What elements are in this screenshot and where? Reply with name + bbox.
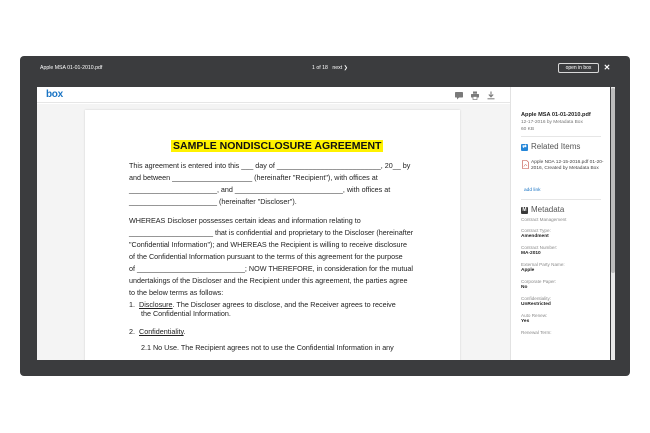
related-items-title: Related Items bbox=[531, 142, 581, 151]
divider bbox=[521, 136, 601, 137]
doc-line: 2.1 No Use. The Recipient agrees not to use the Confidential Information in any bbox=[141, 343, 394, 352]
field-value[interactable]: MA-2010 bbox=[521, 251, 541, 256]
page-indicator bbox=[312, 65, 348, 71]
field-label: Corporate Paper: bbox=[521, 279, 557, 284]
document-title: SAMPLE NONDISCLOSURE AGREEMENT bbox=[173, 140, 382, 152]
clause-term: Confidentiality bbox=[139, 327, 184, 336]
scrollbar-thumb[interactable] bbox=[611, 88, 615, 273]
doc-line: ______________________, and ___________________________, with offices at bbox=[129, 185, 391, 194]
comment-icon[interactable] bbox=[454, 91, 464, 100]
metadata-template: Contract Management bbox=[521, 217, 567, 222]
close-icon[interactable]: ✕ bbox=[603, 63, 611, 72]
doc-line: WHEREAS Discloser possesses certain ideas and information relating to bbox=[129, 216, 361, 225]
field-label: Contract Type: bbox=[521, 228, 551, 233]
doc-line: and between ____________________ (hereinafter "Recipient"), with offices at bbox=[129, 173, 378, 182]
clause-text: . The Discloser agrees to disclose, and the Receiver agrees to receive bbox=[172, 300, 396, 309]
related-item-link[interactable]: Apple NDA 12-15-2016.pdf 01-20-2016, Created by Metadata Box bbox=[531, 160, 604, 171]
box-logo[interactable]: box bbox=[46, 89, 63, 100]
doc-line: undertakings of the Discloser and the Recipient under this agreement, the parties agree bbox=[129, 276, 408, 285]
document-canvas[interactable] bbox=[37, 104, 510, 360]
field-value[interactable]: Yes bbox=[521, 319, 530, 324]
doc-line: This agreement is entered into this ___ day of __________________________, 20__ by bbox=[129, 161, 411, 170]
doc-line: ______________________ (hereinafter "Discloser"). bbox=[129, 197, 297, 206]
sidebar-file-size: 60 KB bbox=[521, 127, 535, 132]
field-value[interactable]: No bbox=[521, 285, 528, 290]
field-value[interactable]: UnRestricted bbox=[521, 302, 551, 307]
field-value[interactable]: Apple bbox=[521, 268, 535, 273]
add-link-button[interactable]: add link bbox=[524, 188, 541, 193]
field-value[interactable]: Amendment bbox=[521, 234, 549, 239]
metadata-icon: M bbox=[522, 207, 527, 213]
document-page bbox=[85, 110, 460, 360]
details-sidebar bbox=[510, 87, 610, 360]
page-count: 1 of 18 bbox=[312, 65, 328, 71]
doc-line: of the Confidential Information pursuant to the terms of this agreement for the purpose bbox=[129, 252, 403, 261]
related-items-icon: ⇄ bbox=[522, 144, 527, 150]
clause-number: 2. bbox=[129, 327, 135, 336]
viewer-header bbox=[37, 87, 510, 103]
chevron-right-icon: ❯ bbox=[343, 65, 348, 71]
doc-line: "Confidential Information"); and WHEREAS the Recipient is willing to receive disclosure bbox=[129, 240, 407, 249]
pdf-file-icon bbox=[522, 160, 529, 169]
field-label: Contract Number: bbox=[521, 245, 558, 250]
next-page-link[interactable] bbox=[332, 65, 348, 71]
print-icon[interactable] bbox=[470, 91, 480, 100]
doc-line: of ___________________________; NOW THEREFORE, in consideration for the mutual bbox=[129, 264, 413, 273]
clause-text: . bbox=[183, 327, 186, 336]
field-label: External Party Name: bbox=[521, 262, 565, 267]
file-name: Apple MSA 01-01-2010.pdf bbox=[40, 65, 103, 71]
doc-line: the Confidential Information. bbox=[141, 309, 231, 318]
clause-2 bbox=[129, 327, 186, 336]
file-viewer bbox=[37, 87, 610, 360]
metadata-title: Metadata bbox=[531, 205, 565, 214]
clause-number: 1. bbox=[129, 300, 135, 309]
field-label: Confidentiality: bbox=[521, 296, 552, 301]
preview-modal bbox=[20, 56, 630, 376]
field-label: Renewal Term: bbox=[521, 330, 552, 335]
sidebar-file-meta: 12-17-2016 by Metadata Box bbox=[521, 120, 583, 125]
doc-line: to the below terms as follows: bbox=[129, 288, 224, 297]
divider bbox=[521, 199, 601, 200]
scrollbar[interactable] bbox=[611, 87, 615, 360]
clause-1 bbox=[129, 300, 396, 309]
next-label: next bbox=[332, 65, 343, 71]
doc-line: _____________________ that is confidential and proprietary to the Discloser (hereinafter bbox=[129, 228, 414, 237]
download-icon[interactable] bbox=[486, 91, 496, 100]
preview-topbar bbox=[20, 56, 630, 80]
field-label: Auto Renew: bbox=[521, 313, 548, 318]
sidebar-file-title: Apple MSA 01-01-2010.pdf bbox=[521, 112, 591, 118]
clause-term: Disclosure bbox=[139, 300, 173, 309]
open-in-box-button[interactable]: open in box bbox=[558, 63, 599, 73]
